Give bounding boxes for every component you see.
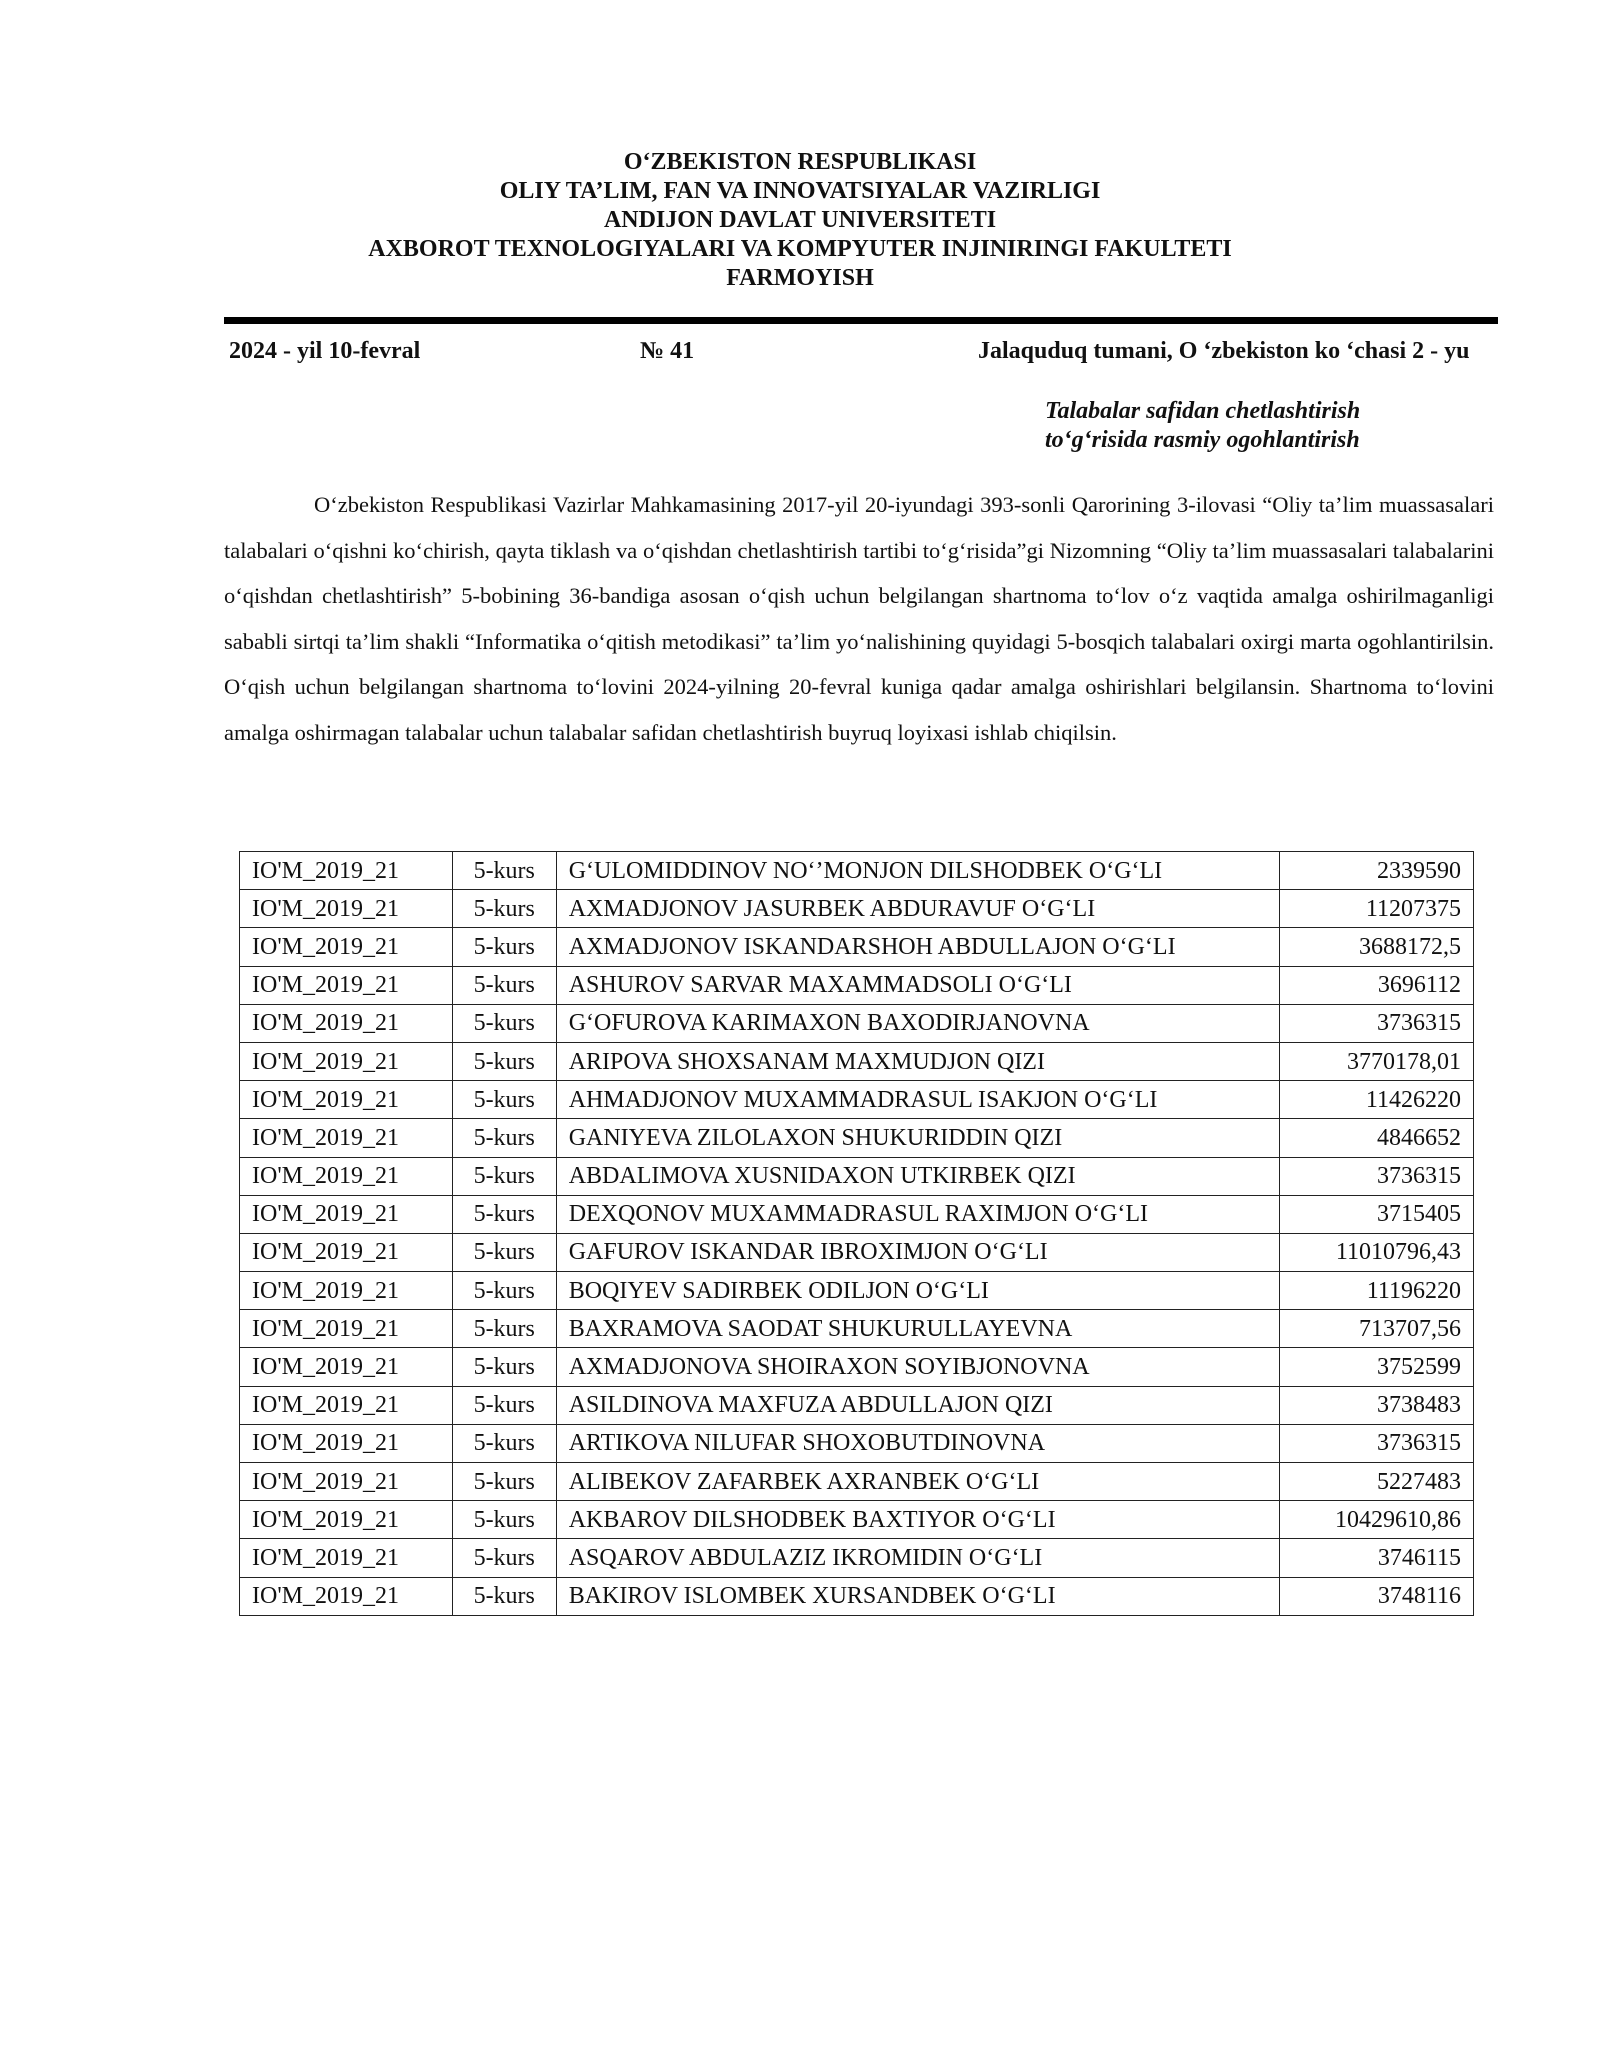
table-row <box>240 852 1474 890</box>
subject-line-2: to‘g‘risida rasmiy ogohlantirish <box>1045 427 1360 453</box>
table-row <box>240 1424 1474 1462</box>
table-row <box>240 1195 1474 1233</box>
student-name-cell: AKBAROV DILSHODBEK BAXTIYOR O‘G‘LI <box>556 1501 1280 1539</box>
student-course-cell: 5-kurs <box>452 1310 556 1348</box>
student-amount-cell: 3746115 <box>1280 1539 1474 1577</box>
student-group-cell: IO'M_2019_21 <box>240 1463 453 1501</box>
table-row <box>240 1539 1474 1577</box>
student-group-cell: IO'M_2019_21 <box>240 1004 453 1042</box>
table-row <box>240 1501 1474 1539</box>
student-name-cell: ASILDINOVA MAXFUZA ABDULLAJON QIZI <box>556 1386 1280 1424</box>
student-amount-cell: 3738483 <box>1280 1386 1474 1424</box>
student-name-cell: GAFUROV ISKANDAR IBROXIMJON O‘G‘LI <box>556 1233 1280 1271</box>
student-course-cell: 5-kurs <box>452 1501 556 1539</box>
student-name-cell: ASHUROV SARVAR MAXAMMADSOLI O‘G‘LI <box>556 966 1280 1004</box>
student-course-cell: 5-kurs <box>452 1348 556 1386</box>
student-group-cell: IO'M_2019_21 <box>240 1310 453 1348</box>
student-group-cell: IO'M_2019_21 <box>240 890 453 928</box>
student-group-cell: IO'M_2019_21 <box>240 1157 453 1195</box>
student-course-cell: 5-kurs <box>452 928 556 966</box>
student-course-cell: 5-kurs <box>452 1424 556 1462</box>
document-header <box>0 148 1600 293</box>
student-course-cell: 5-kurs <box>452 1272 556 1310</box>
order-subject <box>1045 397 1360 455</box>
table-row <box>240 1386 1474 1424</box>
student-course-cell: 5-kurs <box>452 1233 556 1271</box>
table-row <box>240 1004 1474 1042</box>
student-group-cell: IO'M_2019_21 <box>240 966 453 1004</box>
table-row <box>240 1577 1474 1615</box>
student-name-cell: GANIYEVA ZILOLAXON SHUKURIDDIN QIZI <box>556 1119 1280 1157</box>
student-name-cell: BAXRAMOVA SAODAT SHUKURULLAYEVNA <box>556 1310 1280 1348</box>
student-amount-cell: 5227483 <box>1280 1463 1474 1501</box>
student-amount-cell: 10429610,86 <box>1280 1501 1474 1539</box>
student-amount-cell: 3736315 <box>1280 1004 1474 1042</box>
student-amount-cell: 11196220 <box>1280 1272 1474 1310</box>
header-divider <box>224 317 1498 324</box>
table-row <box>240 966 1474 1004</box>
order-location: Jalaquduq tumani, O ‘zbekiston ko ‘chasi 2 - yu <box>978 338 1470 364</box>
student-name-cell: ARTIKOVA NILUFAR SHOXOBUTDINOVNA <box>556 1424 1280 1462</box>
student-course-cell: 5-kurs <box>452 1081 556 1119</box>
student-group-cell: IO'M_2019_21 <box>240 1501 453 1539</box>
table-row <box>240 1463 1474 1501</box>
student-group-cell: IO'M_2019_21 <box>240 852 453 890</box>
student-amount-cell: 11207375 <box>1280 890 1474 928</box>
student-name-cell: AXMADJONOVA SHOIRAXON SOYIBJONOVNA <box>556 1348 1280 1386</box>
student-amount-cell: 713707,56 <box>1280 1310 1474 1348</box>
student-name-cell: ABDALIMOVA XUSNIDAXON UTKIRBEK QIZI <box>556 1157 1280 1195</box>
order-body <box>224 482 1494 755</box>
header-faculty: AXBOROT TEXNOLOGIYALARI VA KOMPYUTER INJINIRINGI FAKULTETI <box>368 236 1232 262</box>
student-group-cell: IO'M_2019_21 <box>240 1386 453 1424</box>
student-amount-cell: 2339590 <box>1280 852 1474 890</box>
student-name-cell: DEXQONOV MUXAMMADRASUL RAXIMJON O‘G‘LI <box>556 1195 1280 1233</box>
table-row <box>240 1081 1474 1119</box>
table-row <box>240 890 1474 928</box>
student-group-cell: IO'M_2019_21 <box>240 1539 453 1577</box>
student-course-cell: 5-kurs <box>452 890 556 928</box>
student-name-cell: BAKIROV ISLOMBEK XURSANDBEK O‘G‘LI <box>556 1577 1280 1615</box>
student-amount-cell: 4846652 <box>1280 1119 1474 1157</box>
student-group-cell: IO'M_2019_21 <box>240 1577 453 1615</box>
student-amount-cell: 3770178,01 <box>1280 1042 1474 1080</box>
student-course-cell: 5-kurs <box>452 1004 556 1042</box>
student-course-cell: 5-kurs <box>452 1386 556 1424</box>
order-date: 2024 - yil 10-fevral <box>229 338 421 364</box>
student-amount-cell: 3688172,5 <box>1280 928 1474 966</box>
student-amount-cell: 11426220 <box>1280 1081 1474 1119</box>
student-group-cell: IO'M_2019_21 <box>240 1233 453 1271</box>
table-row <box>240 1348 1474 1386</box>
student-group-cell: IO'M_2019_21 <box>240 1424 453 1462</box>
student-course-cell: 5-kurs <box>452 1042 556 1080</box>
student-name-cell: AXMADJONOV JASURBEK ABDURAVUF O‘G‘LI <box>556 890 1280 928</box>
order-paragraph: O‘zbekiston Respublikasi Vazirlar Mahkamasining 2017-yil 20-iyundagi 393-sonli Qarorining 3-ilovasi “Oliy ta’lim muassasalari talabalari o‘qishni ko‘chirish, qayta tiklash va o‘qishdan chetlashtirish tartibi to‘g‘risida”gi Nizomning “Oliy ta’lim muassasalari talabalarini o‘qishdan chetlashtirish” 5-bobining 36-bandiga asosan o‘qish uchun belgilangan shartnoma to‘lov o‘z vaqtida amalga oshirilmaganligi sababli sirtqi ta’lim shakli “Informatika o‘qitish metodikasi” ta’lim yo‘nalishining quyidagi 5-bosqich talabalari oxirgi marta ogohlantirilsin. O‘qish uchun belgilangan shartnoma to‘lovini 2024-yilning 20-fevral kuniga qadar amalga oshirishlari belgilansin. Shartnoma to‘lovini amalga oshirmagan talabalar uchun talabalar safidan chetlashtirish buyruq loyixasi ishlab chiqilsin. <box>224 492 1494 745</box>
header-country: O‘ZBEKISTON RESPUBLIKASI <box>623 149 977 175</box>
header-university: ANDIJON DAVLAT UNIVERSITETI <box>603 207 997 233</box>
student-course-cell: 5-kurs <box>452 1195 556 1233</box>
student-amount-cell: 3752599 <box>1280 1348 1474 1386</box>
table-row <box>240 1042 1474 1080</box>
student-group-cell: IO'M_2019_21 <box>240 1272 453 1310</box>
student-course-cell: 5-kurs <box>452 1539 556 1577</box>
subject-line-1: Talabalar safidan chetlashtirish <box>1045 398 1361 424</box>
student-course-cell: 5-kurs <box>452 852 556 890</box>
table-row <box>240 1157 1474 1195</box>
order-number: № 41 <box>640 338 695 364</box>
table-row <box>240 1272 1474 1310</box>
students-table <box>239 851 1474 1616</box>
student-course-cell: 5-kurs <box>452 966 556 1004</box>
table-row <box>240 1310 1474 1348</box>
student-name-cell: AXMADJONOV ISKANDARSHOH ABDULLAJON O‘G‘LI <box>556 928 1280 966</box>
student-amount-cell: 11010796,43 <box>1280 1233 1474 1271</box>
student-name-cell: BOQIYEV SADIRBEK ODILJON O‘G‘LI <box>556 1272 1280 1310</box>
student-amount-cell: 3748116 <box>1280 1577 1474 1615</box>
student-group-cell: IO'M_2019_21 <box>240 1195 453 1233</box>
student-group-cell: IO'M_2019_21 <box>240 1042 453 1080</box>
student-name-cell: G‘ULOMIDDINOV NO‘’MONJON DILSHODBEK O‘G‘LI <box>556 852 1280 890</box>
student-course-cell: 5-kurs <box>452 1157 556 1195</box>
student-name-cell: ASQAROV ABDULAZIZ IKROMIDIN O‘G‘LI <box>556 1539 1280 1577</box>
table-row <box>240 1233 1474 1271</box>
student-group-cell: IO'M_2019_21 <box>240 928 453 966</box>
student-name-cell: AHMADJONOV MUXAMMADRASUL ISAKJON O‘G‘LI <box>556 1081 1280 1119</box>
student-amount-cell: 3715405 <box>1280 1195 1474 1233</box>
student-amount-cell: 3736315 <box>1280 1157 1474 1195</box>
table-row <box>240 1119 1474 1157</box>
student-name-cell: ALIBEKOV ZAFARBEK AXRANBEK O‘G‘LI <box>556 1463 1280 1501</box>
student-amount-cell: 3736315 <box>1280 1424 1474 1462</box>
header-doc-type: FARMOYISH <box>726 265 874 291</box>
student-name-cell: G‘OFUROVA KARIMAXON BAXODIRJANOVNA <box>556 1004 1280 1042</box>
students-table-body <box>240 852 1474 1616</box>
student-name-cell: ARIPOVA SHOXSANAM MAXMUDJON QIZI <box>556 1042 1280 1080</box>
student-group-cell: IO'M_2019_21 <box>240 1348 453 1386</box>
student-course-cell: 5-kurs <box>452 1463 556 1501</box>
student-group-cell: IO'M_2019_21 <box>240 1081 453 1119</box>
student-course-cell: 5-kurs <box>452 1577 556 1615</box>
student-group-cell: IO'M_2019_21 <box>240 1119 453 1157</box>
table-row <box>240 928 1474 966</box>
student-amount-cell: 3696112 <box>1280 966 1474 1004</box>
header-ministry: OLIY TA’LIM, FAN VA INNOVATSIYALAR VAZIRLIGI <box>499 178 1101 204</box>
student-course-cell: 5-kurs <box>452 1119 556 1157</box>
